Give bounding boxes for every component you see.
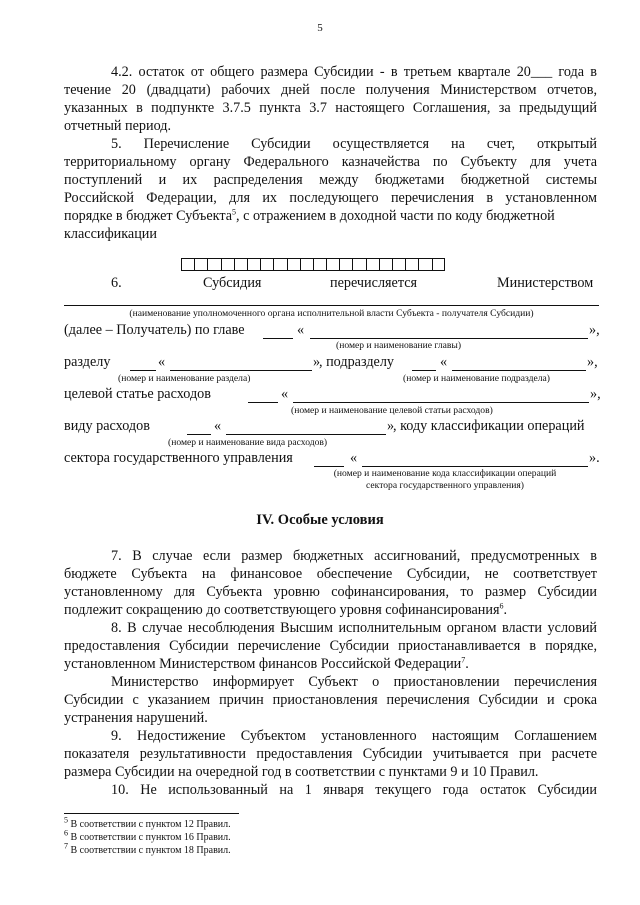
para-5-line-5: порядке в бюджет Субъекта$^5$, с отражением в доходной части по коду бюджетной bbox=[64, 207, 555, 224]
quote-open: « bbox=[214, 418, 222, 434]
caption-target-article: (номер и наименование целевой статьи расходов) bbox=[291, 405, 493, 416]
para-7-line-4: подлежит сокращению до соответствующего уровня софинансирования$^6$. bbox=[64, 601, 508, 618]
caption-subsection: (номер и наименование подраздела) bbox=[403, 373, 550, 384]
para-4-2-line-3: указанных в подпункте 3.7.5 пункта 3.7 настоящего Соглашения, за предыдущий bbox=[64, 100, 597, 116]
code-box bbox=[366, 258, 379, 271]
label-classification: , коду классификации операций bbox=[393, 418, 585, 434]
expense-code-blank bbox=[187, 434, 211, 435]
target-name-blank bbox=[293, 402, 589, 403]
para-4-2-line-2: течение 20 (двадцати) рабочих дней после получения Министерством отчетов, bbox=[64, 82, 597, 98]
quote-close: » bbox=[387, 418, 395, 434]
section-code-blank bbox=[130, 370, 156, 371]
footnote-5: $^5$ В соответствии с пунктом 12 Правил. bbox=[64, 815, 231, 830]
code-box bbox=[313, 258, 326, 271]
budget-classification-code-boxes bbox=[181, 258, 445, 272]
para-9-line-3: размера Субсидии на очередной год в соответствии с пунктами 9 и 10 Правил. bbox=[64, 764, 539, 780]
footnote-separator bbox=[64, 813, 239, 814]
section-name-blank bbox=[170, 370, 312, 371]
label-section: разделу bbox=[64, 354, 111, 370]
quote-open: « bbox=[158, 354, 166, 370]
quote-open: « bbox=[281, 386, 289, 402]
para-9-line-1: 9. Недостижение Субъектом установленного настоящим Соглашением bbox=[111, 728, 597, 744]
para-5-line-1: 5. Перечисление Субсидии осуществляется на счет, открытый bbox=[111, 136, 597, 152]
code-box bbox=[181, 258, 194, 271]
code-box bbox=[352, 258, 365, 271]
code-box bbox=[405, 258, 418, 271]
para-5-line-2: территориальному органу Федерального казначейства по Субъекту для учета bbox=[64, 154, 597, 170]
chapter-code-blank bbox=[263, 338, 293, 339]
code-box bbox=[418, 258, 431, 271]
section-heading: IV. Особые условия bbox=[256, 512, 384, 528]
quote-open: « bbox=[297, 322, 305, 338]
para-6-subsidy: Субсидия bbox=[203, 275, 262, 291]
caption-sector-2: сектора государственного управления) bbox=[366, 480, 524, 491]
expense-name-blank bbox=[226, 434, 386, 435]
label-sector: сектора государственного управления bbox=[64, 450, 293, 466]
footnote-ref-7: 7 bbox=[461, 655, 466, 665]
para-ministry-line-3: устранения нарушений. bbox=[64, 710, 208, 726]
code-box bbox=[234, 258, 247, 271]
code-box bbox=[221, 258, 234, 271]
label-subsection: , подразделу bbox=[319, 354, 395, 370]
para-7-line-1: 7. В случае если размер бюджетных ассигнований, предусмотренных в bbox=[111, 548, 597, 564]
caption-expense-type: (номер и наименование вида расходов) bbox=[168, 437, 328, 448]
quote-close: », bbox=[589, 322, 600, 338]
para-ministry-line-1: Министерство информирует Субъект о приостановлении перечисления bbox=[111, 674, 597, 690]
quote-close: ». bbox=[589, 450, 600, 466]
label-expense-type: виду расходов bbox=[64, 418, 150, 434]
para-5-line-3: поступлений и их распределения между бюджетами бюджетной системы bbox=[64, 172, 597, 188]
para-5-line-6: классификации bbox=[64, 226, 157, 242]
quote-close: », bbox=[587, 354, 598, 370]
caption-chapter: (номер и наименование главы) bbox=[336, 340, 462, 351]
subsection-code-blank bbox=[412, 370, 436, 371]
code-box bbox=[432, 258, 445, 271]
label-target-article: целевой статье расходов bbox=[64, 386, 211, 402]
subsection-name-blank bbox=[452, 370, 586, 371]
para-4-2-line-1: 4.2. остаток от общего размера Субсидии - в третьем квартале 20___ года в bbox=[111, 64, 597, 80]
quote-open: « bbox=[440, 354, 448, 370]
chapter-name-blank bbox=[310, 338, 588, 339]
sector-name-blank bbox=[362, 466, 588, 467]
para-10-line-1: 10. Не использованный на 1 января текущего года остаток Субсидии bbox=[111, 782, 597, 798]
code-box bbox=[392, 258, 405, 271]
authority-name-line bbox=[64, 305, 599, 306]
para-5-line-4: Российской Федерации, для их последующего перечисления в установленном bbox=[64, 190, 597, 206]
code-box bbox=[379, 258, 392, 271]
quote-open: « bbox=[350, 450, 358, 466]
page-number: 5 bbox=[317, 22, 323, 34]
caption-section: (номер и наименование раздела) bbox=[118, 373, 251, 384]
code-box bbox=[300, 258, 313, 271]
label-recipient: (далее – Получатель) по главе bbox=[64, 322, 245, 338]
quote-close: », bbox=[590, 386, 601, 402]
quote-close: » bbox=[313, 354, 321, 370]
para-7-line-2: бюджете Субъекта на финансовое обеспечение Субсидии, не соответствует bbox=[64, 566, 597, 582]
caption-authority: (наименование уполномоченного органа исполнительной власти Субъекта - получателя Субсидии) bbox=[129, 308, 534, 319]
para-8-line-1: 8. В случае несоблюдения Высшим исполнительным органом власти условий bbox=[111, 620, 597, 636]
para-6-transfer: перечисляется bbox=[330, 275, 418, 291]
footnote-ref-6: 6 bbox=[499, 601, 504, 611]
para-9-line-2: показателя результативности предоставления Субсидии учитывается при расчете bbox=[64, 746, 597, 762]
para-8-line-3: установленном Министерством финансов Российской Федерации$^7$. bbox=[64, 655, 469, 672]
para-7-line-3: установленному для Субъекта уровню софинансирования, то размер Субсидии bbox=[64, 584, 597, 600]
target-code-blank bbox=[248, 402, 278, 403]
code-box bbox=[247, 258, 260, 271]
footnote-ref-5: 5 bbox=[232, 207, 237, 217]
para-8-line-2: предоставления Субсидии перечисление Субсидии приостанавливается в порядке, bbox=[64, 638, 597, 654]
caption-sector-1: (номер и наименование кода классификации операций bbox=[333, 468, 557, 479]
code-box bbox=[260, 258, 273, 271]
para-6-ministry: Министерством bbox=[497, 275, 594, 291]
code-box bbox=[273, 258, 286, 271]
code-box bbox=[207, 258, 220, 271]
code-box bbox=[287, 258, 300, 271]
code-box bbox=[326, 258, 339, 271]
para-ministry-line-2: Субсидии с указанием причин приостановления перечисления Субсидии и срока bbox=[64, 692, 597, 708]
code-box bbox=[194, 258, 207, 271]
para-6-number: 6. bbox=[111, 275, 122, 291]
code-box bbox=[339, 258, 352, 271]
sector-code-blank bbox=[314, 466, 344, 467]
footnote-7: $^7$ В соответствии с пунктом 18 Правил. bbox=[64, 841, 231, 856]
footnote-6: $^6$ В соответствии с пунктом 16 Правил. bbox=[64, 828, 231, 843]
para-4-2-line-4: отчетный период. bbox=[64, 118, 172, 134]
